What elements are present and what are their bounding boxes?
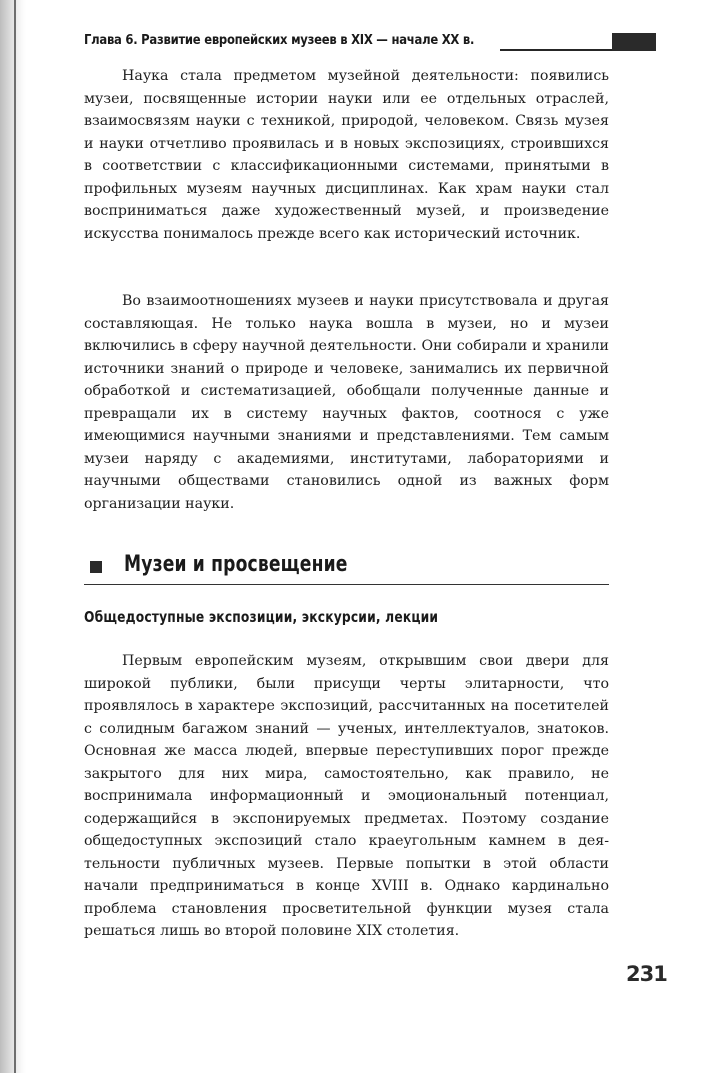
running-header-title: Глава 6. Развитие европейских музеев в XIX — начале XX в.: [84, 32, 475, 48]
body-paragraph-science: Наука стала предметом музейной деятельности: появились музеи, посвященные истории науки или ее отдельных отраслей, взаимосвязям науки с техникой, природой, человеком. Связь музея и науки отчетливо проявилась и в новых экспозициях, строившихся в соответствии с классификационными системами, принятыми в профильных музеям научных дисциплинах. Как храм науки стал восприниматься даже художественный музей, и произведение искусства понималось прежде всего как исторический источник.: [84, 68, 609, 242]
page-binding-shadow: [0, 0, 26, 1073]
running-header-block: [612, 33, 656, 51]
page-binding-edge: [14, 0, 16, 1073]
section-heading: [84, 552, 609, 585]
body-paragraph-education: Первым европейским музеям, открывшим свои двери для широкой публики, были присущи черты элитарности, что проявлялось в характере экспозиций, рассчитанных на посетителей с солидным багажом знаний — ученых, интеллектуалов, знатоков. Основная же масса людей, впервые переступивших порог прежде закрытого для них мира, самостоятельно, как правило, не воспринимала информационный и эмоциональный потенциал, содержащийся в экспонируемых предметах. Поэтому создание общедоступных экспозиций стало краеугольным камнем в деятельности публичных музеев. Первые попытки в этой области начали предприниматься в конце XVIII в. Однако кардинально проблема становления просветительной функции музея стала решаться лишь во второй половине XIX столетия.: [84, 653, 609, 939]
running-header-rule: [500, 49, 612, 51]
subsection-title: Общедоступные экспозиции, экскурсии, лекции: [84, 608, 439, 626]
section-bullet-square-icon: [90, 561, 102, 573]
section-title: Музеи и просвещение: [124, 552, 348, 577]
body-paragraph-museums-science: Во взаимоотношениях музеев и науки присутствовала и другая составляющая. Не только наука вошла в музеи, но и музеи включились в сферу научной деятельности. Они собирали и хранили источники знаний о природе и человеке, занимались их первичной обработкой и систематизацией, обобщали полученные данные и превращали их в систему научных фактов, соотнося с уже имеющимися научными знаниями и представлениями. Тем самым музеи наряду с академиями, институтами, лабораториями и научными обществами становились одной из важных форм организации науки.: [84, 293, 609, 512]
page-number: 231: [626, 962, 667, 986]
running-header: [84, 30, 656, 54]
